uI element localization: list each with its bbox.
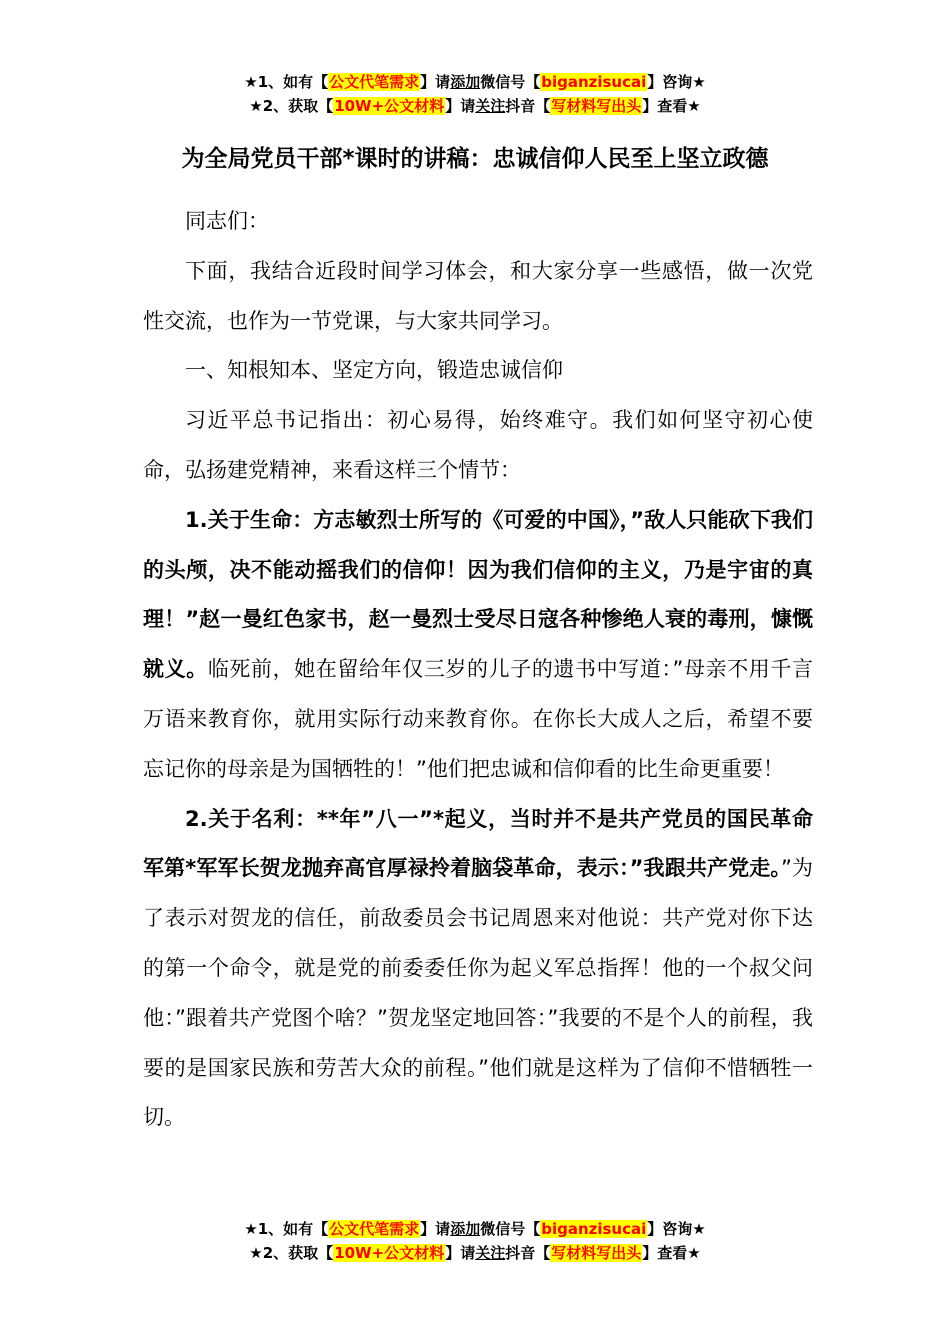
banner-text: 】请 (445, 1244, 476, 1262)
document-title: 为全局党员干部*课时的讲稿：忠诚信仰人民至上坚立政德 (181, 146, 769, 172)
paragraph-fame-bold: 2.关于名利：**年”八一”*起义，当时并不是共产党员的国民革命军第*军军长贺龙抛弃高官厚禄拎着脑袋革命，表示：”我跟共产党走。 (143, 806, 813, 881)
banner-underline: 关注 (475, 97, 506, 115)
banner-text: ★2、获取【 (249, 1244, 334, 1262)
banner-highlight: 公文代笔需求 (329, 1220, 420, 1238)
paragraph-life (143, 496, 813, 795)
banner-text: 抖音【 (505, 1244, 551, 1262)
banner-text: ★2、获取【 (249, 97, 334, 115)
banner-line-2 (0, 94, 950, 118)
banner-underline: 添加 (450, 73, 481, 91)
banner-underline: 关注 (475, 1244, 506, 1262)
banner-text: 抖音【 (505, 97, 551, 115)
section-heading: 一、知根知本、坚定方向，锻造忠诚信仰 (185, 358, 563, 383)
banner-highlight: 10W+公文材料 (334, 1244, 445, 1262)
banner-text: ★1、如有【 (244, 73, 329, 91)
banner-text: 】咨询★ (647, 73, 706, 91)
banner-highlight: 写材料写出头 (551, 97, 642, 115)
banner-text: 】查看★ (642, 97, 701, 115)
header-banner (0, 70, 950, 118)
banner-highlight: biganzisucai (541, 1220, 647, 1238)
banner-highlight: 公文代笔需求 (329, 73, 420, 91)
paragraph-intro: 下面，我结合近段时间学习体会，和大家分享一些感悟，做一次党性交流，也作为一节党课，与大家共同学习。 (143, 258, 813, 333)
footer-banner (0, 1217, 950, 1265)
paragraph-life-bold: 1.关于生命：方志敏烈士所写的《可爱的中国》，”敌人只能砍下我们的头颅，决不能动摇我们的信仰！因为我们信仰的主义，乃是宇宙的真理！”赵一曼红色家书，赵一曼烈士受尽日寇各种惨绝人衰的毒刑，慷慨就义。 (143, 507, 813, 682)
banner-text: 】请 (420, 1220, 451, 1238)
paragraph-fame-rest: ”为了表示对贺龙的信任，前敌委员会书记周恩来对他说：共产党对你下达的第一个命令，就是党的前委委任你为起义军总指挥！他的一个叔父问他：”跟着共产党图个啥？”贺龙坚定地回答：”我要的不是个人的前程，我要的是国家民族和劳苦大众的前程。”他们就是这样为了信仰不惜牺牲一切。 (143, 856, 813, 1130)
banner-underline: 添加 (450, 1220, 481, 1238)
paragraph-life-rest: 临死前，她在留给年仅三岁的儿子的遗书中写道：”母亲不用千言万语来教育你，就用实际行动来教育你。在你长大成人之后，希望不要忘记你的母亲是为国牺牲的！”他们把忠诚和信仰看的比生命更重要！ (143, 657, 813, 781)
banner-line-2 (0, 1241, 950, 1265)
banner-text: 】查看★ (642, 1244, 701, 1262)
banner-text: 】请 (445, 97, 476, 115)
banner-text: 微信号【 (480, 73, 541, 91)
paragraph-fame (143, 795, 813, 1144)
banner-text: 】咨询★ (647, 1220, 706, 1238)
banner-text: 微信号【 (480, 1220, 541, 1238)
banner-line-1 (0, 1217, 950, 1241)
banner-highlight: biganzisucai (541, 73, 647, 91)
paragraph-quote: 习近平总书记指出：初心易得，始终难守。我们如何坚守初心使命，弘扬建党精神，来看这样三个情节： (143, 408, 813, 482)
banner-text: ★1、如有【 (244, 1220, 329, 1238)
banner-text: 】请 (420, 73, 451, 91)
banner-line-1 (0, 70, 950, 94)
document-body (143, 197, 813, 1143)
banner-highlight: 10W+公文材料 (334, 97, 445, 115)
paragraph-greeting: 同志们： (185, 209, 269, 233)
banner-highlight: 写材料写出头 (551, 1244, 642, 1262)
